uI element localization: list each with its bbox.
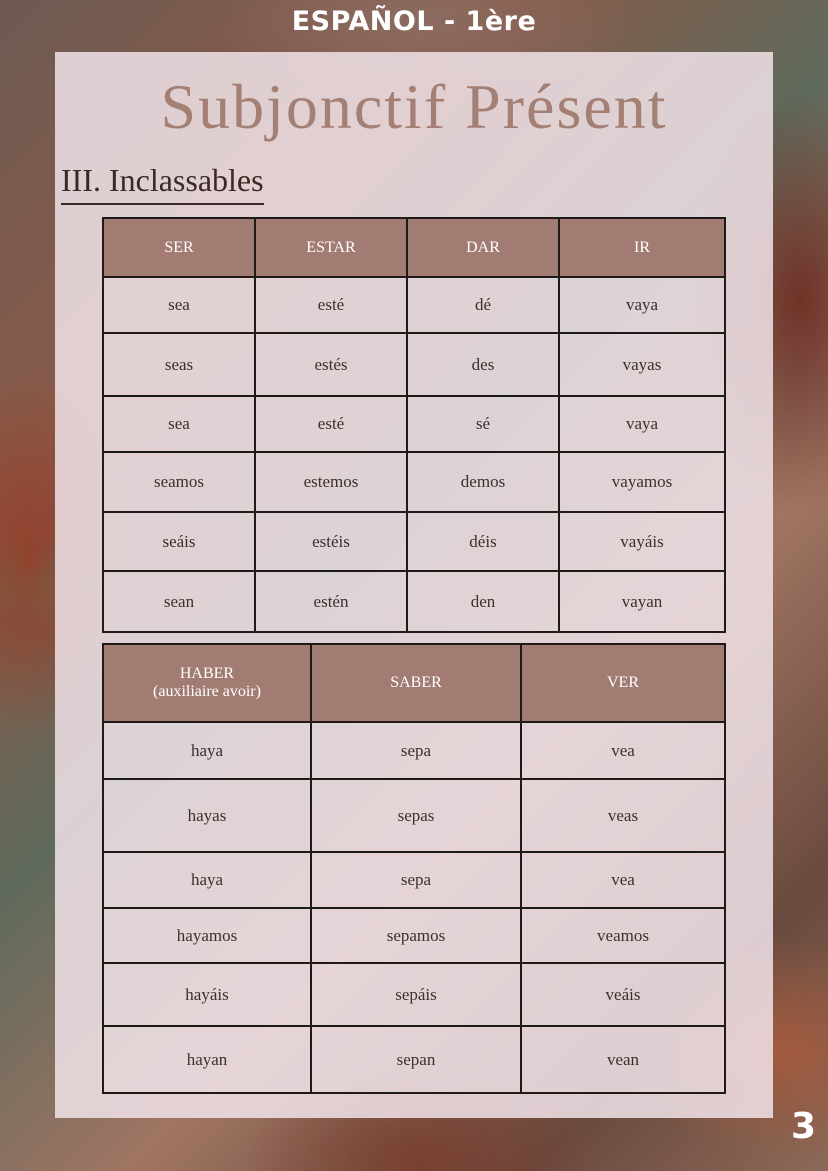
table-cell: des	[407, 333, 559, 396]
table-cell: demos	[407, 452, 559, 512]
table-header-cell: SER	[103, 218, 255, 277]
table-row	[103, 396, 725, 452]
table-row	[103, 908, 725, 963]
table-cell: sepa	[311, 722, 521, 779]
table-cell: hayas	[103, 779, 311, 852]
table-cell: veáis	[521, 963, 725, 1026]
table-cell: vayas	[559, 333, 725, 396]
table-cell: den	[407, 571, 559, 632]
table-cell: sepa	[311, 852, 521, 908]
table-cell: vean	[521, 1026, 725, 1093]
table-header-row	[103, 644, 725, 722]
table-cell: déis	[407, 512, 559, 571]
table-cell: vea	[521, 722, 725, 779]
table-header-row	[103, 218, 725, 277]
table-header-cell: ESTAR	[255, 218, 407, 277]
table-cell: vayamos	[559, 452, 725, 512]
table-row	[103, 277, 725, 333]
table-cell: vaya	[559, 396, 725, 452]
table-cell: dé	[407, 277, 559, 333]
table-cell: sepan	[311, 1026, 521, 1093]
table-row	[103, 571, 725, 632]
table-header-note: (auxiliaire avoir)	[153, 683, 261, 700]
table-cell: sepas	[311, 779, 521, 852]
table-cell: seas	[103, 333, 255, 396]
conjugation-table-2	[102, 643, 726, 1094]
table-cell: seáis	[103, 512, 255, 571]
table-cell: sea	[103, 277, 255, 333]
table-cell: sé	[407, 396, 559, 452]
table-cell: estéis	[255, 512, 407, 571]
table-cell: hayamos	[103, 908, 311, 963]
table-header-cell: VER	[521, 644, 725, 722]
table-cell: hayan	[103, 1026, 311, 1093]
section-title: III. Inclassables	[61, 162, 264, 205]
table-cell: haya	[103, 852, 311, 908]
table-header-label: HABER	[179, 665, 235, 682]
content-sheet	[55, 52, 773, 1118]
table-cell: vaya	[559, 277, 725, 333]
table-row	[103, 963, 725, 1026]
table-cell: esté	[255, 277, 407, 333]
table-header-cell	[103, 644, 311, 722]
table-cell: sepamos	[311, 908, 521, 963]
table-cell: estemos	[255, 452, 407, 512]
table-cell: sepáis	[311, 963, 521, 1026]
table-header-cell: SABER	[311, 644, 521, 722]
table-cell: veas	[521, 779, 725, 852]
table-cell: haya	[103, 722, 311, 779]
table-cell: sea	[103, 396, 255, 452]
page-number: 3	[790, 1106, 816, 1147]
table-row	[103, 512, 725, 571]
conjugation-table-1	[102, 217, 726, 633]
table-cell: esté	[255, 396, 407, 452]
table-row	[103, 779, 725, 852]
table-cell: veamos	[521, 908, 725, 963]
table-header-cell: IR	[559, 218, 725, 277]
table-cell: sean	[103, 571, 255, 632]
table-row	[103, 452, 725, 512]
table-cell: vea	[521, 852, 725, 908]
table-row	[103, 722, 725, 779]
table-row	[103, 333, 725, 396]
table-row	[103, 852, 725, 908]
header-title: ESPAÑOL - 1ère	[291, 6, 537, 37]
table-cell: estés	[255, 333, 407, 396]
table-header-cell: DAR	[407, 218, 559, 277]
table-cell: seamos	[103, 452, 255, 512]
page-title: Subjonctif Présent	[160, 71, 668, 142]
table-cell: estén	[255, 571, 407, 632]
table-row	[103, 1026, 725, 1093]
table-cell: vayáis	[559, 512, 725, 571]
table-cell: vayan	[559, 571, 725, 632]
table-cell: hayáis	[103, 963, 311, 1026]
